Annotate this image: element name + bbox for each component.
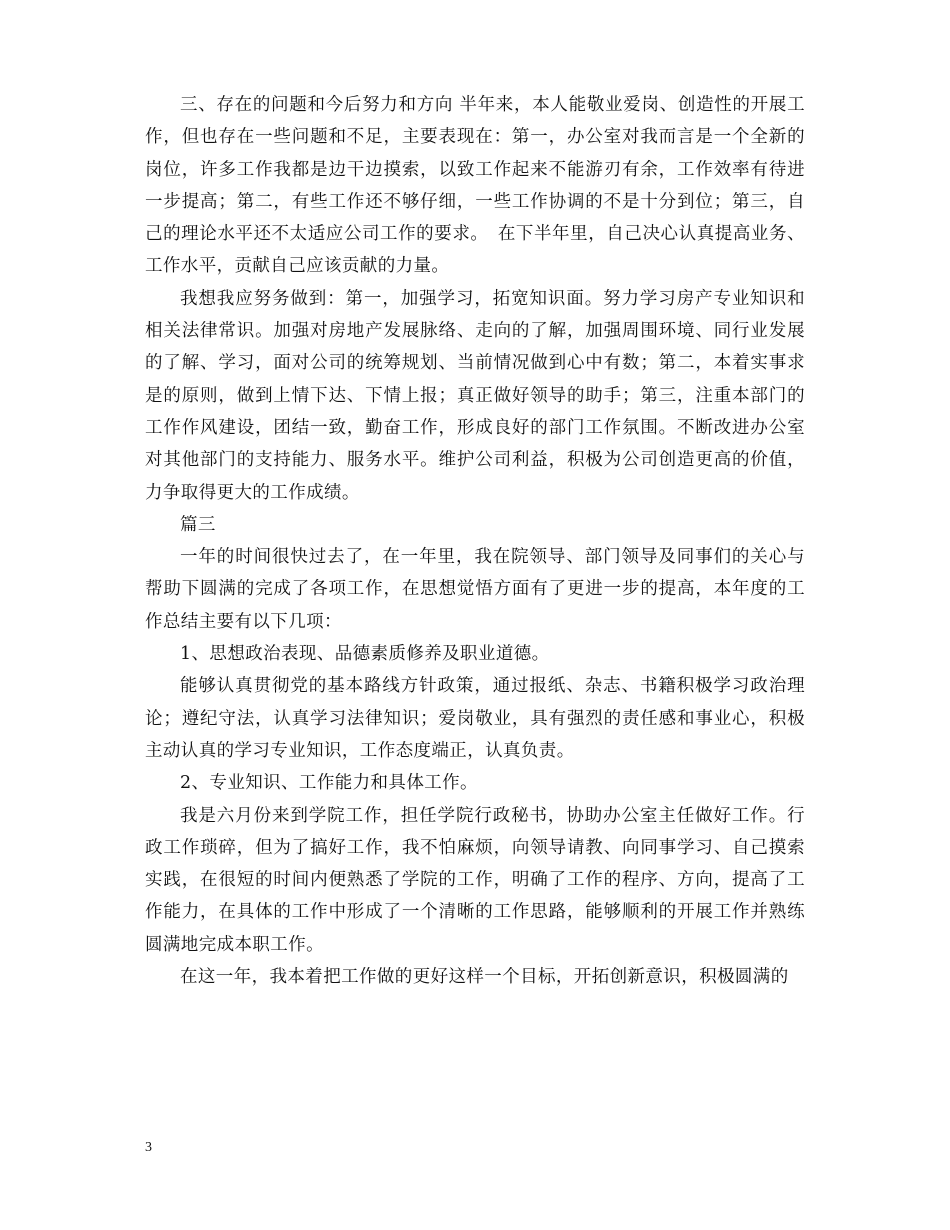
paragraph-this-year: 在这一年，我本着把工作做的更好这样一个目标，开拓创新意识，积极圆满的 bbox=[180, 967, 789, 988]
page-number: 3 bbox=[145, 1140, 152, 1155]
paragraph-year-summary-intro: 一年的时间很快过去了，在一年里，我在院领导、部门领导及同事们的关心与帮助下圆满的完成了各项工作，在思想觉悟方面有了更进一步的提高，本年度的工作总结主要有以下几项： bbox=[145, 547, 805, 632]
document-body bbox=[145, 89, 805, 993]
paragraph-problems-and-direction: 三、存在的问题和今后努力和方向 半年来，本人能敬业爱岗、创造性的开展工作，但也存在一些问题和不足，主要表现在：第一，办公室对我而言是一个全新的岗位，许多工作我都是边干边摸索，以致工作起来不能游刃有余，工作效率有待进一步提高；第二，有些工作还不够仔细，一些工作协调的不是十分到位；第三，自己的理论水平还不太适应公司工作的要求。 在下半年里，自己决心认真提高业务、工作水平，贡献自己应该贡献的力量。 bbox=[145, 95, 805, 277]
item-heading-professional-work: 2、专业知识、工作能力和具体工作。 bbox=[180, 773, 478, 794]
item-heading-political-performance: 1、思想政治表现、品德素质修养及职业道德。 bbox=[180, 644, 550, 665]
paragraph-plans: 我想我应努务做到：第一，加强学习，拓宽知识面。努力学习房产专业知识和相关法律常识。加强对房地产发展脉络、走向的了解，加强周围环境、同行业发展的了解、学习，面对公司的统筹规划、当前情况做到心中有数；第二，本着实事求是的原则，做到上情下达、下情上报；真正做好领导的助手；第三，注重本部门的工作作风建设，团结一致，勤奋工作，形成良好的部门工作氛围。不断改进办公室对其他部门的支持能力、服务水平。维护公司利益，积极为公司创造更高的价值，力争取得更大的工作成绩。 bbox=[145, 288, 805, 503]
section-heading-part-three: 篇三 bbox=[180, 514, 216, 535]
paragraph-professional-work: 我是六月份来到学院工作，担任学院行政秘书，协助办公室主任做好工作。行政工作琐碎，但为了搞好工作，我不怕麻烦，向领导请教、向同事学习、自己摸索实践，在很短的时间内便熟悉了学院的工作，明确了工作的程序、方向，提高了工作能力，在具体的工作中形成了一个清晰的工作思路，能够顺利的开展工作并熟练圆满地完成本职工作。 bbox=[145, 805, 805, 955]
paragraph-political-performance: 能够认真贯彻党的基本路线方针政策，通过报纸、杂志、书籍积极学习政治理论；遵纪守法，认真学习法律知识；爱岗敬业，具有强烈的责任感和事业心，积极主动认真的学习专业知识，工作态度端正，认真负责。 bbox=[145, 676, 805, 761]
